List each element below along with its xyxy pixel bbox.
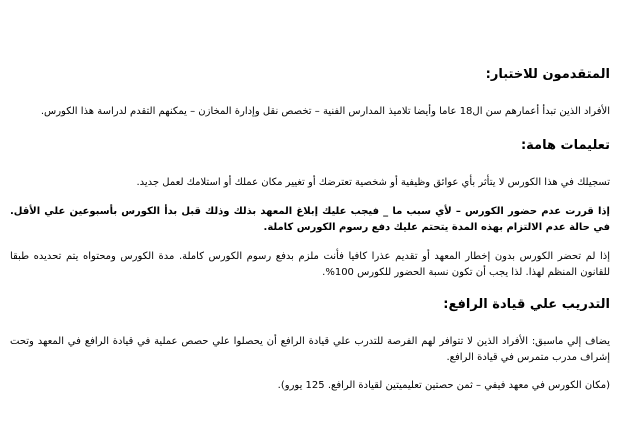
training-paragraph-location-price: (مكان الكورس في معهد فيفي – ثمن حصتين تعليميتين لقيادة الرافع. 125 يورو). <box>277 380 610 391</box>
section-heading-forklift-training: التدريب علي قيادة الرافع: <box>443 297 610 312</box>
instructions-paragraph-attendance: إذا لم تحضر الكورس بدون إخطار المعهد أو تقديم عذرا كافيا فأنت ملزم بدفع رسوم الكورس كاملة. مدة الكورس ومحتواه يتم تحديده طبقا للقانون المنظم لهذا. لذا يجب أن تكون نسبة الحضور للكورس 100%. <box>10 251 610 278</box>
training-paragraph-practical-lessons: يضاف إلي ماسبق: الأفراد الذين لا تتوافر لهم الفرصة للتدرب علي قيادة الرافع أن يحصلوا علي حصص عملية في قيادة الرافع في المعهد وتحت إشراف مدرب متمرس في قيادة الرافع. <box>10 336 610 363</box>
section-heading-important-instructions: تعليمات هامة: <box>520 138 610 153</box>
instructions-paragraph-registration: تسجيلك في هذا الكورس لا يتأثر بأي عوائق وظيفية أو شخصية تعترضك أو تغيير مكان عملك أو استلامك لعمل جديد. <box>136 177 610 188</box>
instructions-paragraph-cancellation: إذا قررت عدم حضور الكورس – لأي سبب ما _ فيجب عليك إبلاغ المعهد بذلك وذلك قبل بدأ الكورس بأسبوعين علي الأقل. في حالة عدم الالتزام بهذه المدة يتحتم عليك دفع رسوم الكورس كاملة. <box>10 206 610 233</box>
section-heading-applicants: المتقدمون للاختبار: <box>485 67 610 82</box>
applicants-paragraph: الأفراد الذين تبدأ أعمارهم سن ال18 عاما وأيضا تلاميذ المدارس الفنية – تخصص نقل وإدارة المخازن – يمكنهم التقدم لدراسة هذا الكورس. <box>40 106 610 117</box>
document-page <box>10 0 610 423</box>
